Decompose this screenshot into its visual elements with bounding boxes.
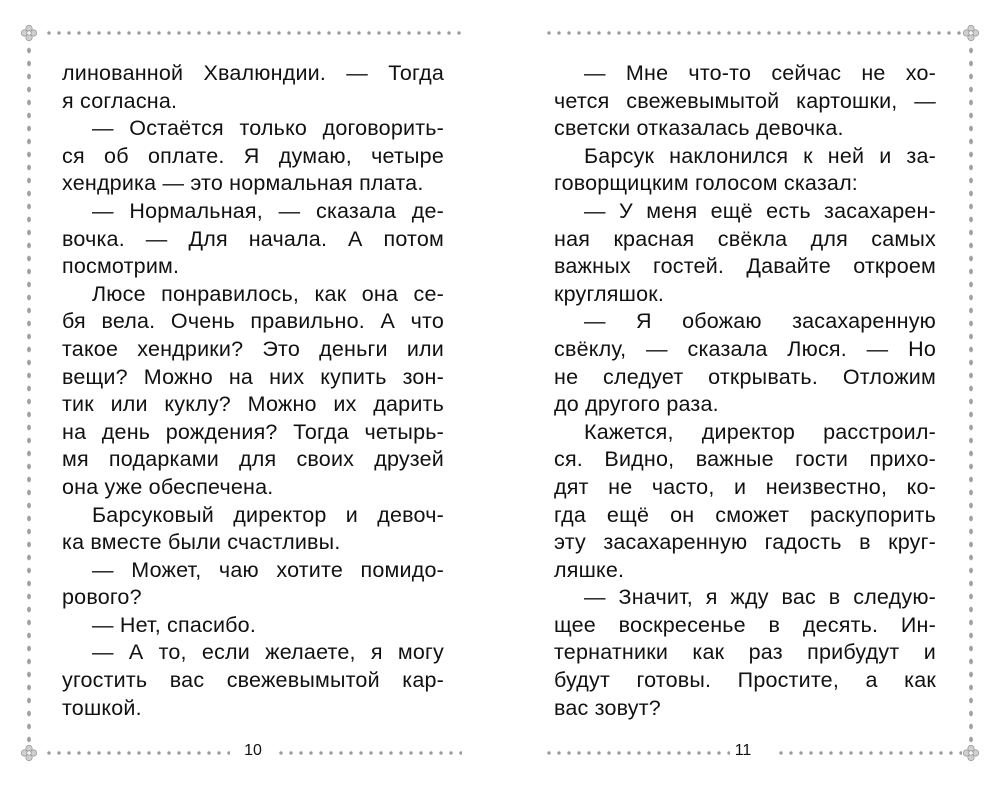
text-line: она уже обеспечена.	[62, 474, 274, 499]
text-line: светски отказалась девочка.	[554, 116, 844, 141]
text-line: — Нет, спасибо.	[92, 612, 257, 637]
text-line: щее воскресенье в десять. Ин-	[554, 612, 936, 637]
right-page-text	[554, 60, 936, 722]
text-line: свёклу, — сказала Люся. — Но	[554, 336, 936, 361]
text-line: — Нормальная, — сказала де-	[92, 198, 444, 223]
text-line: посмотрим.	[62, 254, 180, 279]
text-line: — У меня ещё есть засахарен-	[584, 198, 936, 223]
text-line: говорщицким голосом сказал:	[554, 171, 858, 196]
text-line: Барсуковый директор и девоч-	[92, 502, 444, 527]
text-line: Кажется, директор расстроил-	[584, 419, 936, 444]
text-line: Люсе понравилось, как она се-	[92, 281, 444, 306]
text-line: дят не часто, и неизвестно, ко-	[554, 474, 936, 499]
text-line: ся об оплате. Я думаю, четыре	[62, 143, 444, 168]
text-line: вас зовут?	[554, 695, 661, 720]
text-line: тошкой.	[62, 695, 142, 720]
text-line: угостить вас свежевымытой кар-	[62, 668, 444, 693]
text-line: до другого раза.	[554, 392, 719, 417]
text-line: хендрика — это нормальная плата.	[62, 171, 424, 196]
text-line: эту засахаренную гадость в круг-	[554, 530, 936, 555]
text-line: — Остаётся только договорить-	[92, 116, 444, 141]
text-line: мя подарками для своих друзей	[62, 447, 444, 472]
text-line: я согласна.	[62, 88, 178, 113]
flower-ornament-icon	[20, 24, 38, 42]
text-line: на день рождения? Тогда четырь-	[62, 419, 444, 444]
text-line: такое хендрики? Это деньги или	[62, 336, 444, 361]
text-line: Барсук наклонился к ней и за-	[584, 143, 936, 168]
text-line: не следует открывать. Отложим	[554, 364, 936, 389]
text-line: ся. Видно, важные гости прихо-	[554, 447, 936, 472]
dotted-border-side	[26, 44, 32, 742]
flower-ornament-icon	[20, 744, 38, 762]
dotted-border-bottom	[276, 750, 462, 756]
dotted-border-bottom	[44, 750, 230, 756]
text-line: тик или куклу? Можно их дарить	[62, 392, 444, 417]
text-line: — Значит, я жду вас в следую-	[584, 585, 936, 610]
page-number: 10	[244, 742, 262, 759]
text-line: вещи? Можно на них купить зон-	[62, 364, 444, 389]
dotted-border-bottom	[776, 750, 962, 756]
text-line: рового?	[62, 585, 142, 610]
text-line: чется свежевымытой картошки, —	[554, 88, 936, 113]
flower-ornament-icon	[962, 24, 980, 42]
text-line: кругляшок.	[554, 281, 665, 306]
text-line: бя вела. Очень правильно. А что	[62, 309, 444, 334]
text-line: — Мне что-то сейчас не хо-	[584, 61, 936, 85]
text-line: — Я обожаю засахаренную	[584, 309, 936, 334]
text-line: ка вместе были счастливы.	[62, 530, 341, 555]
dotted-border-bottom	[544, 750, 730, 756]
right-page	[500, 0, 1000, 800]
dotted-border-top	[44, 30, 462, 36]
text-line: будут готовы. Простите, а как	[554, 668, 936, 693]
text-line: ная красная свёкла для самых	[554, 226, 936, 251]
text-line: — А то, если желаете, я могу	[92, 640, 444, 665]
text-line: гда ещё он сможет раскупорить	[554, 502, 936, 527]
flower-ornament-icon	[962, 744, 980, 762]
text-line: вочка. — Для начала. А потом	[62, 226, 444, 251]
dotted-border-top	[544, 30, 962, 36]
text-line: важных гостей. Давайте откроем	[554, 254, 936, 279]
dotted-border-side	[968, 44, 974, 742]
text-line: ляшке.	[554, 557, 625, 582]
left-page-text	[62, 60, 444, 722]
text-line: тернатники как раз прибудут и	[554, 640, 936, 665]
text-line: — Может, чаю хотите помидо-	[92, 557, 444, 582]
text-line: линованной Хвалюндии. — Тогда	[62, 61, 444, 85]
page-number: 11	[734, 742, 752, 759]
